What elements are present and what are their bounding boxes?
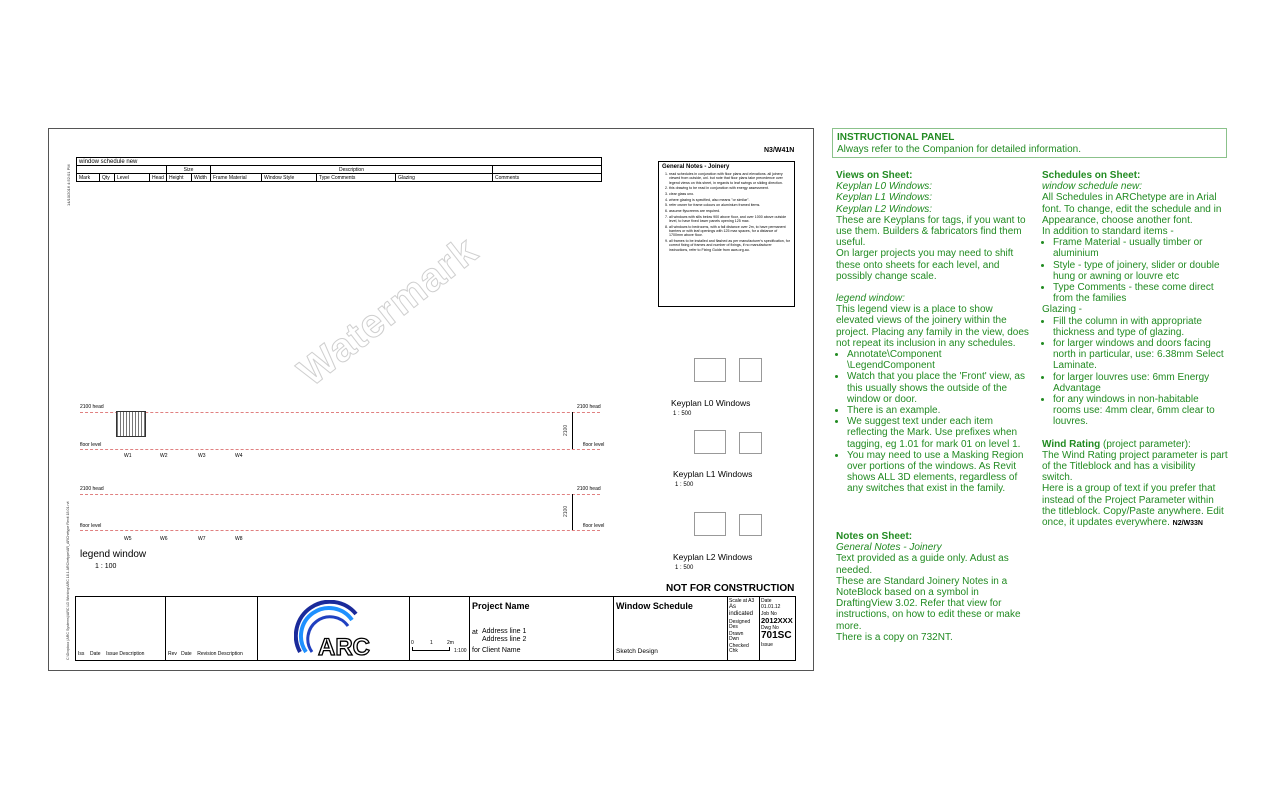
at-label: at bbox=[472, 629, 478, 636]
keyplan-l0-scale: 1 : 500 bbox=[673, 411, 692, 417]
scale-bar bbox=[412, 647, 450, 651]
legend-heading: legend window: bbox=[836, 293, 905, 305]
checked-label: Checked bbox=[729, 643, 749, 649]
list-item: • Type Comments - these come direct from the families bbox=[1053, 282, 1228, 304]
legend-title: legend window bbox=[80, 549, 147, 560]
list-item: • There is an example. bbox=[847, 405, 1030, 416]
floor-label: floor level bbox=[583, 442, 605, 448]
keyplan-l2-scale: 1 : 500 bbox=[675, 565, 694, 571]
wind-paragraph: Here is a group of text if you prefer that instead of the Project Parameter within the titleblock. Copy/Paste anywhere. Edit once, it updates everywhere. bbox=[1042, 483, 1224, 529]
window-mark: W4 bbox=[235, 453, 243, 459]
window-mark: W8 bbox=[235, 536, 243, 542]
keyplan-l0-drawing[interactable] bbox=[739, 358, 762, 382]
general-notes-list bbox=[662, 172, 791, 252]
head-line bbox=[80, 412, 600, 413]
dwg-label: Dwg No bbox=[761, 625, 779, 631]
views-keyplan-l1: Keyplan L1 Windows: bbox=[836, 192, 933, 204]
floor-label: floor level bbox=[80, 523, 102, 529]
rev-date-header: Date bbox=[181, 651, 192, 657]
note-item: 4. where glazing is specified, also means "or similar". bbox=[669, 198, 791, 202]
dimension-line bbox=[572, 412, 573, 449]
scale-bar-ratio: 1:100 bbox=[454, 648, 467, 654]
list-item: • You may need to use a Masking Region over portions of the windows. As Revit shows ALL 3D elements, regardless of any switches that exist in the family. bbox=[847, 450, 1030, 495]
keyplan-l2-title: Keyplan L2 Windows bbox=[673, 552, 753, 562]
list-item: • for larger louvres use: 6mm Energy Advantage bbox=[1053, 372, 1228, 394]
wind-heading: Wind Rating bbox=[1042, 438, 1101, 450]
list-item: • for any windows in non-habitable rooms use: 4mm clear, 6mm clear to louvres. bbox=[1053, 394, 1228, 428]
note-item: 6. assume flyscreens are required. bbox=[669, 209, 791, 213]
col-width: Width bbox=[192, 174, 211, 182]
issue-column bbox=[76, 597, 166, 660]
job-value: 2012XXX bbox=[761, 616, 793, 625]
wind-code: N2/W33N bbox=[1172, 520, 1203, 528]
list-item: • Fill the column in with appropriate thickness and type of glazing. bbox=[1053, 316, 1228, 338]
dimension-label: 2100 bbox=[563, 505, 569, 517]
window-elevation-w1[interactable] bbox=[116, 411, 146, 437]
notes-paragraph: Text provided as a guide only. Adust as needed. bbox=[836, 553, 1009, 576]
designed-value: Des bbox=[729, 624, 738, 630]
col-mark: Mark bbox=[77, 174, 100, 182]
head-label: 2100 head bbox=[80, 486, 104, 492]
list-item: • Frame Material - usually timber or aluminium bbox=[1053, 237, 1228, 259]
col-height: Height bbox=[167, 174, 192, 182]
keyplan-l1-drawing[interactable] bbox=[694, 430, 726, 454]
rev-desc-header: Revision Description bbox=[197, 651, 243, 657]
views-paragraph: These are Keyplans for tags, if you want to use them. Builders & fabricators find them useful. bbox=[836, 214, 1026, 249]
project-name: Project Name bbox=[472, 601, 530, 611]
dimension-label: 2100 bbox=[563, 424, 569, 436]
keyplan-l1-drawing[interactable] bbox=[739, 432, 762, 454]
col-level: Level bbox=[115, 174, 150, 182]
window-mark: W5 bbox=[124, 536, 132, 542]
wind-heading-suffix: (project parameter): bbox=[1100, 438, 1191, 450]
panel-notes-section bbox=[836, 531, 1026, 643]
window-mark: W3 bbox=[198, 453, 206, 459]
views-paragraph: On larger projects you may need to shift these onto sheets for each level, and possibly change scale. bbox=[836, 248, 1014, 282]
drawing-title: Window Schedule bbox=[616, 601, 693, 611]
drawn-value: Dwn bbox=[729, 636, 740, 642]
date-label: Date bbox=[761, 598, 772, 604]
address-line-1: Address line 1 bbox=[482, 628, 527, 635]
scale-bar-label: 2m bbox=[447, 640, 454, 646]
window-mark: W7 bbox=[198, 536, 206, 542]
general-notes-box[interactable] bbox=[658, 161, 795, 307]
schedules-heading: Schedules on Sheet: bbox=[1042, 170, 1141, 181]
panel-subtitle: Always refer to the Companion for detailed information. bbox=[837, 144, 1082, 155]
window-mark: W1 bbox=[124, 453, 132, 459]
panel-column-left bbox=[836, 170, 1030, 495]
views-keyplan-l0: Keyplan L0 Windows: bbox=[836, 181, 933, 193]
glazing-bullets bbox=[1042, 316, 1228, 428]
dimension-line bbox=[572, 494, 573, 530]
list-item: • Annotate\Component \LegendComponent bbox=[847, 349, 1030, 371]
schedule-group-description: Description bbox=[211, 166, 493, 174]
col-type-comments: Type Comments bbox=[317, 174, 396, 182]
head-label: 2100 head bbox=[80, 404, 104, 410]
col-glazing: Glazing bbox=[396, 174, 493, 182]
legend-paragraph: This legend view is a place to show elevated views of the joinery within the project. Placing any family in the view, does not repeat its inclusion in any schedules. bbox=[836, 304, 1029, 349]
rev-header: Rev bbox=[168, 651, 177, 657]
keyplan-l1-title: Keyplan L1 Windows bbox=[673, 469, 753, 479]
list-item: • Style - type of joinery, slider or double hung or awning or louvre etc bbox=[1053, 260, 1228, 282]
note-item: 1. read schedules in conjunction with floor plans and elevations. all joinery viewed from outside, unl. but note that floor plans take precedence over legend views on this sheet, in regards to leaf swings or sliding direction. bbox=[669, 172, 791, 185]
list-item: • Watch that you place the 'Front' view, as this usually shows the outside of the window or door. bbox=[847, 371, 1030, 405]
sheet-timestamp: 14/10/2016 4:52:01 PM bbox=[66, 164, 71, 206]
arc-logo bbox=[294, 600, 374, 660]
not-for-construction: NOT FOR CONSTRUCTION bbox=[666, 583, 795, 594]
wind-paragraph: The Wind Rating project parameter is part of the Titleblock and has a visibility switch. bbox=[1042, 449, 1228, 484]
keyplan-l1-scale: 1 : 500 bbox=[675, 482, 694, 488]
keyplan-l0-drawing[interactable] bbox=[694, 358, 726, 382]
note-item: 8. all windows to bedrooms, with a fall distance over 2m, to have permanent barriers or with leaf openings with 125 max spaces, for a distance of 1700mm above floor. bbox=[669, 225, 791, 238]
schedules-italic: window schedule new: bbox=[1042, 181, 1143, 193]
general-notes-title: General Notes - Joinery bbox=[662, 164, 730, 170]
panel-title: INSTRUCTIONAL PANEL bbox=[837, 132, 955, 143]
views-keyplan-l2: Keyplan L2 Windows: bbox=[836, 203, 933, 215]
col-window-style: Window Style bbox=[262, 174, 317, 182]
schedule-header-row bbox=[77, 174, 602, 182]
notes-paragraph: These are Standard Joinery Notes in a NoteBlock based on a symbol in DraftingView 3.02. Refer that view for instructions, on how to edit these or make more. bbox=[836, 575, 1021, 632]
instructional-panel-header bbox=[832, 128, 1227, 158]
legend-scale: 1 : 100 bbox=[95, 563, 117, 570]
job-column bbox=[760, 597, 797, 660]
notes-heading: Notes on Sheet: bbox=[836, 531, 913, 542]
col-comments: Comments bbox=[493, 174, 602, 182]
note-item: 5. refer owner for frame colours on aluminium framed items. bbox=[669, 203, 791, 207]
address-line-2: Address line 2 bbox=[482, 636, 527, 643]
glazing-heading: Glazing - bbox=[1042, 304, 1083, 316]
date-value: 01.01.12 bbox=[761, 604, 781, 610]
window-mark: W6 bbox=[160, 536, 168, 542]
schedules-bullets bbox=[1042, 237, 1228, 304]
drawing-stage: Sketch Design bbox=[616, 648, 658, 655]
head-line bbox=[80, 494, 600, 495]
scale-label: Scale at A3 bbox=[729, 598, 755, 604]
job-label: Job No bbox=[761, 611, 777, 617]
keyplan-l0-title: Keyplan L0 Windows bbox=[671, 398, 751, 408]
scale-bar-label: 0 bbox=[411, 640, 414, 646]
col-frame-material: Frame Material bbox=[211, 174, 262, 182]
note-item: 7. all windows with sills below 900 above floor, and over 1000 above outside level, to have fixed lower panels opening 125 max. bbox=[669, 215, 791, 224]
watermark: Watermark bbox=[290, 228, 486, 395]
head-label: 2100 head bbox=[577, 404, 601, 410]
schedules-paragraph: All Schedules in ARChetype are in Arial font. To change, edit the schedule and in Appearance, choose another font. bbox=[1042, 192, 1222, 226]
floor-line bbox=[80, 530, 600, 531]
logo-column bbox=[258, 597, 410, 660]
scale-bar-column bbox=[410, 597, 470, 660]
revision-column bbox=[166, 597, 258, 660]
scale-bar-label: 1 bbox=[430, 640, 433, 646]
window-mark: W2 bbox=[160, 453, 168, 459]
window-schedule[interactable] bbox=[76, 157, 602, 182]
col-head: Head bbox=[150, 174, 167, 182]
list-item: • We suggest text under each item reflecting the Mark. Use prefixes when tagging, eg 1.01 for mark 01 on level 1. bbox=[847, 416, 1030, 450]
titleblock bbox=[75, 596, 796, 661]
client-name: Client Name bbox=[482, 647, 521, 654]
schedule-group-size: Size bbox=[167, 166, 211, 174]
note-item: 3. clear glass uno. bbox=[669, 192, 791, 196]
drawing-title-column bbox=[614, 597, 728, 660]
for-label: for bbox=[472, 647, 481, 654]
views-heading: Views on Sheet: bbox=[836, 170, 913, 181]
iss-header: Iss bbox=[78, 651, 85, 657]
dwg-value: 701SC bbox=[761, 630, 792, 641]
col-qty: Qty bbox=[100, 174, 115, 182]
designed-label: Designed bbox=[729, 619, 751, 625]
notes-paragraph: There is a copy on 732NT. bbox=[836, 631, 953, 643]
checked-value: Chk bbox=[729, 648, 738, 654]
project-column bbox=[470, 597, 614, 660]
legend-bullets bbox=[836, 349, 1030, 495]
logo-text: ARC bbox=[318, 634, 370, 660]
note-item: 9. all frames to be installed and flashed as per manufacturer's specification, for correct fixing of frames and number of fixings, if no manufacturer instructions, refer to Fixing Guide from awa.org.au. bbox=[669, 239, 791, 252]
floor-label: floor level bbox=[80, 442, 102, 448]
floor-label: floor level bbox=[583, 523, 605, 529]
keyplan-l2-drawing[interactable] bbox=[739, 514, 762, 536]
drawn-label: Drawn bbox=[729, 631, 744, 637]
iss-date-header: Date bbox=[89, 651, 101, 657]
notes-italic: General Notes - Joinery bbox=[836, 542, 942, 554]
head-label: 2100 head bbox=[577, 486, 601, 492]
schedules-paragraph: In addition to standard items - bbox=[1042, 226, 1174, 238]
issue-label: Issue bbox=[761, 642, 773, 648]
keyplan-l2-drawing[interactable] bbox=[694, 512, 726, 536]
list-item: • for larger windows and doors facing north in particular, use: 6.38mm Select Laminate. bbox=[1053, 338, 1228, 372]
schedule-title: window schedule new bbox=[77, 158, 602, 166]
panel-column-right bbox=[1042, 170, 1228, 529]
sheet-code: N3/W41N bbox=[764, 147, 795, 154]
sheet-file-path: C:\Dropbox (ARC Systems)\ARC LD Working\ARC 18.1 ARChetype\AR_ARChetype Revit 18.01.rvt bbox=[66, 501, 70, 660]
scale-value: As indicated bbox=[729, 604, 754, 617]
floor-line bbox=[80, 449, 600, 450]
scale-column bbox=[728, 597, 760, 660]
note-item: 2. this drawing to be read in conjunction with energy assessment. bbox=[669, 186, 791, 190]
iss-desc-header: Issue Description bbox=[106, 651, 145, 657]
